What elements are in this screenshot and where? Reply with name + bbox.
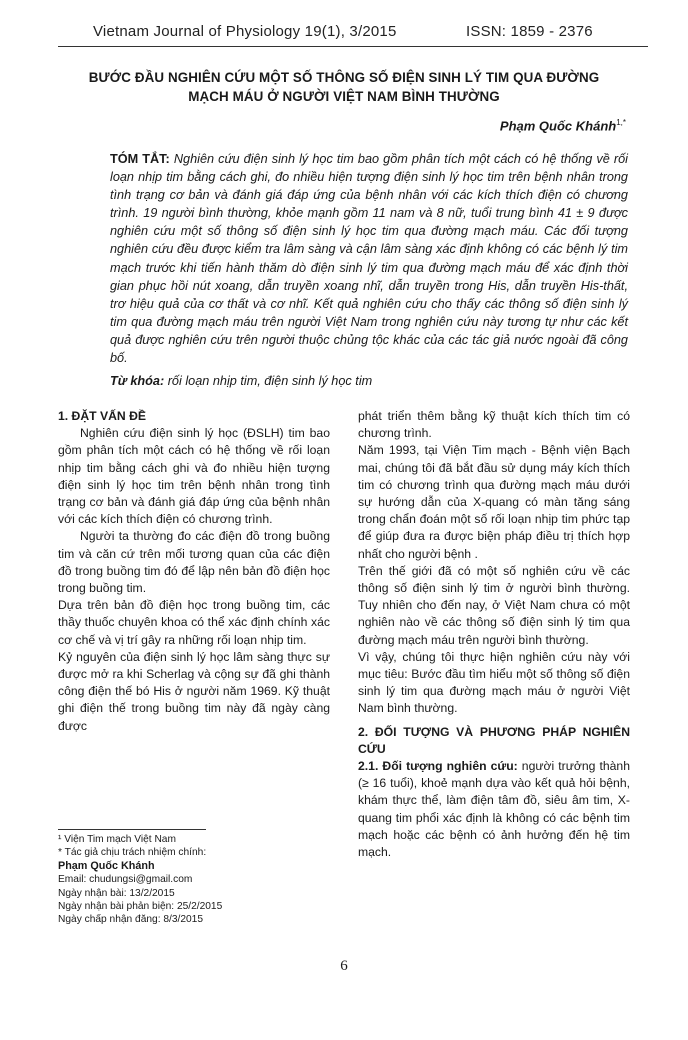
paragraph: Dựa trên bản đồ điện học trong buồng tim, các thầy thuốc chuyên khoa có thể xác định chính xác cơ chế và vị trí gây ra những rối loạn nhịp tim. — [58, 598, 330, 647]
subsection-label: 2.1. Đối tượng nghiên cứu: — [358, 759, 518, 774]
keywords-label: Từ khóa: — [110, 374, 165, 388]
paragraph: phát triển thêm bằng kỹ thuật kích thích tim có chương trình. — [358, 409, 630, 441]
paragraph: Nghiên cứu điện sinh lý học (ĐSLH) tim bao gồm phân tích một cách có hệ thống về rối loạn nhịp tim bằng cách ghi và đo nhiều hiện tượng điện sinh lý học tim trên bệnh nhân trong tình trạng cơ bản và đánh giá đáp ứng của bệnh nhân với các kích thích điện có chương trình. — [58, 426, 330, 527]
page-number: 6 — [340, 958, 348, 974]
keywords — [110, 374, 628, 388]
right-column — [358, 408, 630, 861]
paragraph: Người ta thường đo các điện đồ trong buồng tim và căn cứ trên mối tương quan của các điện đồ trong buồng tim đó để lập nên bản đồ điện học trong buồng tim. — [58, 529, 330, 596]
footnote-received: Ngày nhận bài: 13/2/2015 — [58, 887, 175, 899]
header-rule — [58, 46, 648, 47]
footnote-affiliation: ¹ Viện Tim mạch Việt Nam — [58, 834, 176, 845]
paragraph: Năm 1993, tại Viện Tim mạch - Bệnh viện Bạch mai, chúng tôi đã bắt đầu sử dụng máy kích thích tim có chương trình qua đường mạch máu dưới sự hướng dẫn của X-quang có màn tăng sáng trong chẩn đoán một số rối loạn nhịp tim phức tạp để giúp đưa ra được biện pháp điều trị thích hợp nhất cho người bệnh . — [358, 443, 630, 561]
author-marks: 1,* — [616, 118, 626, 127]
section-heading-1: 1. ĐẶT VẤN ĐỀ — [58, 409, 147, 423]
paper-title — [60, 68, 628, 106]
abstract — [110, 150, 628, 367]
footnote-reviewed: Ngày nhận bài phản biện: 25/2/2015 — [58, 901, 223, 913]
left-column — [58, 408, 330, 735]
author-name: Phạm Quốc Khánh — [499, 118, 617, 134]
footnote-accepted: Ngày chấp nhận đăng: 8/3/2015 — [58, 914, 204, 926]
journal-name: Vietnam Journal of Physiology 19(1), 3/2015 — [93, 23, 397, 40]
paragraph — [358, 758, 630, 861]
issn: ISSN: 1859 - 2376 — [466, 23, 593, 40]
subsection-text: người trưởng thành (≥ 16 tuổi), khoẻ mạnh dựa vào kết quả hỏi bệnh, khám thực thể, làm điện tâm đồ, siêu âm tim, X-quang tim phổi xác định là không có các bệnh tim mạch hoặc các bệnh có ảnh hưởng đến hệ tim mạch. — [358, 759, 630, 860]
author — [430, 118, 626, 133]
abstract-label: TÓM TẮT: — [110, 152, 170, 166]
keywords-text: rối loạn nhịp tim, điện sinh lý học tim — [164, 374, 373, 388]
abstract-text: Nghiên cứu điện sinh lý học tim bao gồm phân tích một cách có hệ thống về rối loạn nhịp tim bằng cách ghi, đo nhiều hiện tượng điện sinh lý học tim trên bệnh nhân trong tình trạng cơ bản và đánh giá đáp ứng của bệnh nhân với các kích thích điện có chương trình. 19 người bình thường, khỏe mạnh gồm 11 nam và 8 nữ, tuổi trung bình 41 ± 9 được nghiên cứu một số thông số điện sinh lý học tim qua đường mạch máu. Các đối tượng nghiên cứu đều được kiểm tra lâm sàng và cận lâm sàng xác định không có các bệnh lý tim mạch trước khi tiến hành thăm dò điện sinh lý tim qua đường mạch máu để xác định thời gian phục hồi nút xoang, dẫn truyền xoang nhĩ, dẫn truyền trong His, dẫn truyền His-thất, trơ hiệu quả của cơ thất và cơ nhĩ. Kết quả nghiên cứu cho thấy các thông số điện sinh lý tim qua đường mạch máu trên người Việt Nam trong nghiên cứu này tương tự như các kết quả được nghiên cứu trên người thuộc chủng tộc khác của các tác giả nước ngoài đã công bố. — [110, 152, 628, 366]
title-line-2: MẠCH MÁU Ở NGƯỜI VIỆT NAM BÌNH THƯỜNG — [188, 89, 500, 104]
footnotes — [58, 833, 330, 927]
footnote-email: Email: chudungsi@gmail.com — [58, 874, 193, 886]
footnote-rule — [58, 829, 206, 830]
paragraph: Kỷ nguyên của điện sinh lý học lâm sàng thực sự được mở ra khi Scherlag và cộng sự đã ghi thành công điện thế bó His ở người năm 1969. Kỹ thuật ghi điện thế trong buồng tim này đã ngày càng được — [58, 649, 330, 733]
footnote-corresponding: * Tác giả chịu trách nhiệm chính: — [58, 847, 207, 859]
section-heading-2: 2. ĐỐI TƯỢNG VÀ PHƯƠNG PHÁP NGHIÊN CỨU — [358, 724, 630, 756]
paragraph: Vì vậy, chúng tôi thực hiện nghiên cứu này với mục tiêu: Bước đầu tìm hiểu một số thông số điện sinh lý tim qua đường mạch máu ở người Việt Nam bình thường. — [358, 649, 630, 716]
paragraph: Trên thế giới đã có một số nghiên cứu về các thông số điện sinh lý tim ở người bình thường. Tuy nhiên cho đến nay, ở Việt Nam chưa có một nghiên nào về các thông số điện sinh lý tim qua đường mạch máu trên người bình thường. — [358, 563, 630, 647]
title-line-1: BƯỚC ĐẦU NGHIÊN CỨU MỘT SỐ THÔNG SỐ ĐIỆN SINH LÝ TIM QUA ĐƯỜNG — [88, 70, 600, 85]
running-header — [58, 20, 638, 48]
footnote-author-name: Phạm Quốc Khánh — [58, 859, 155, 872]
